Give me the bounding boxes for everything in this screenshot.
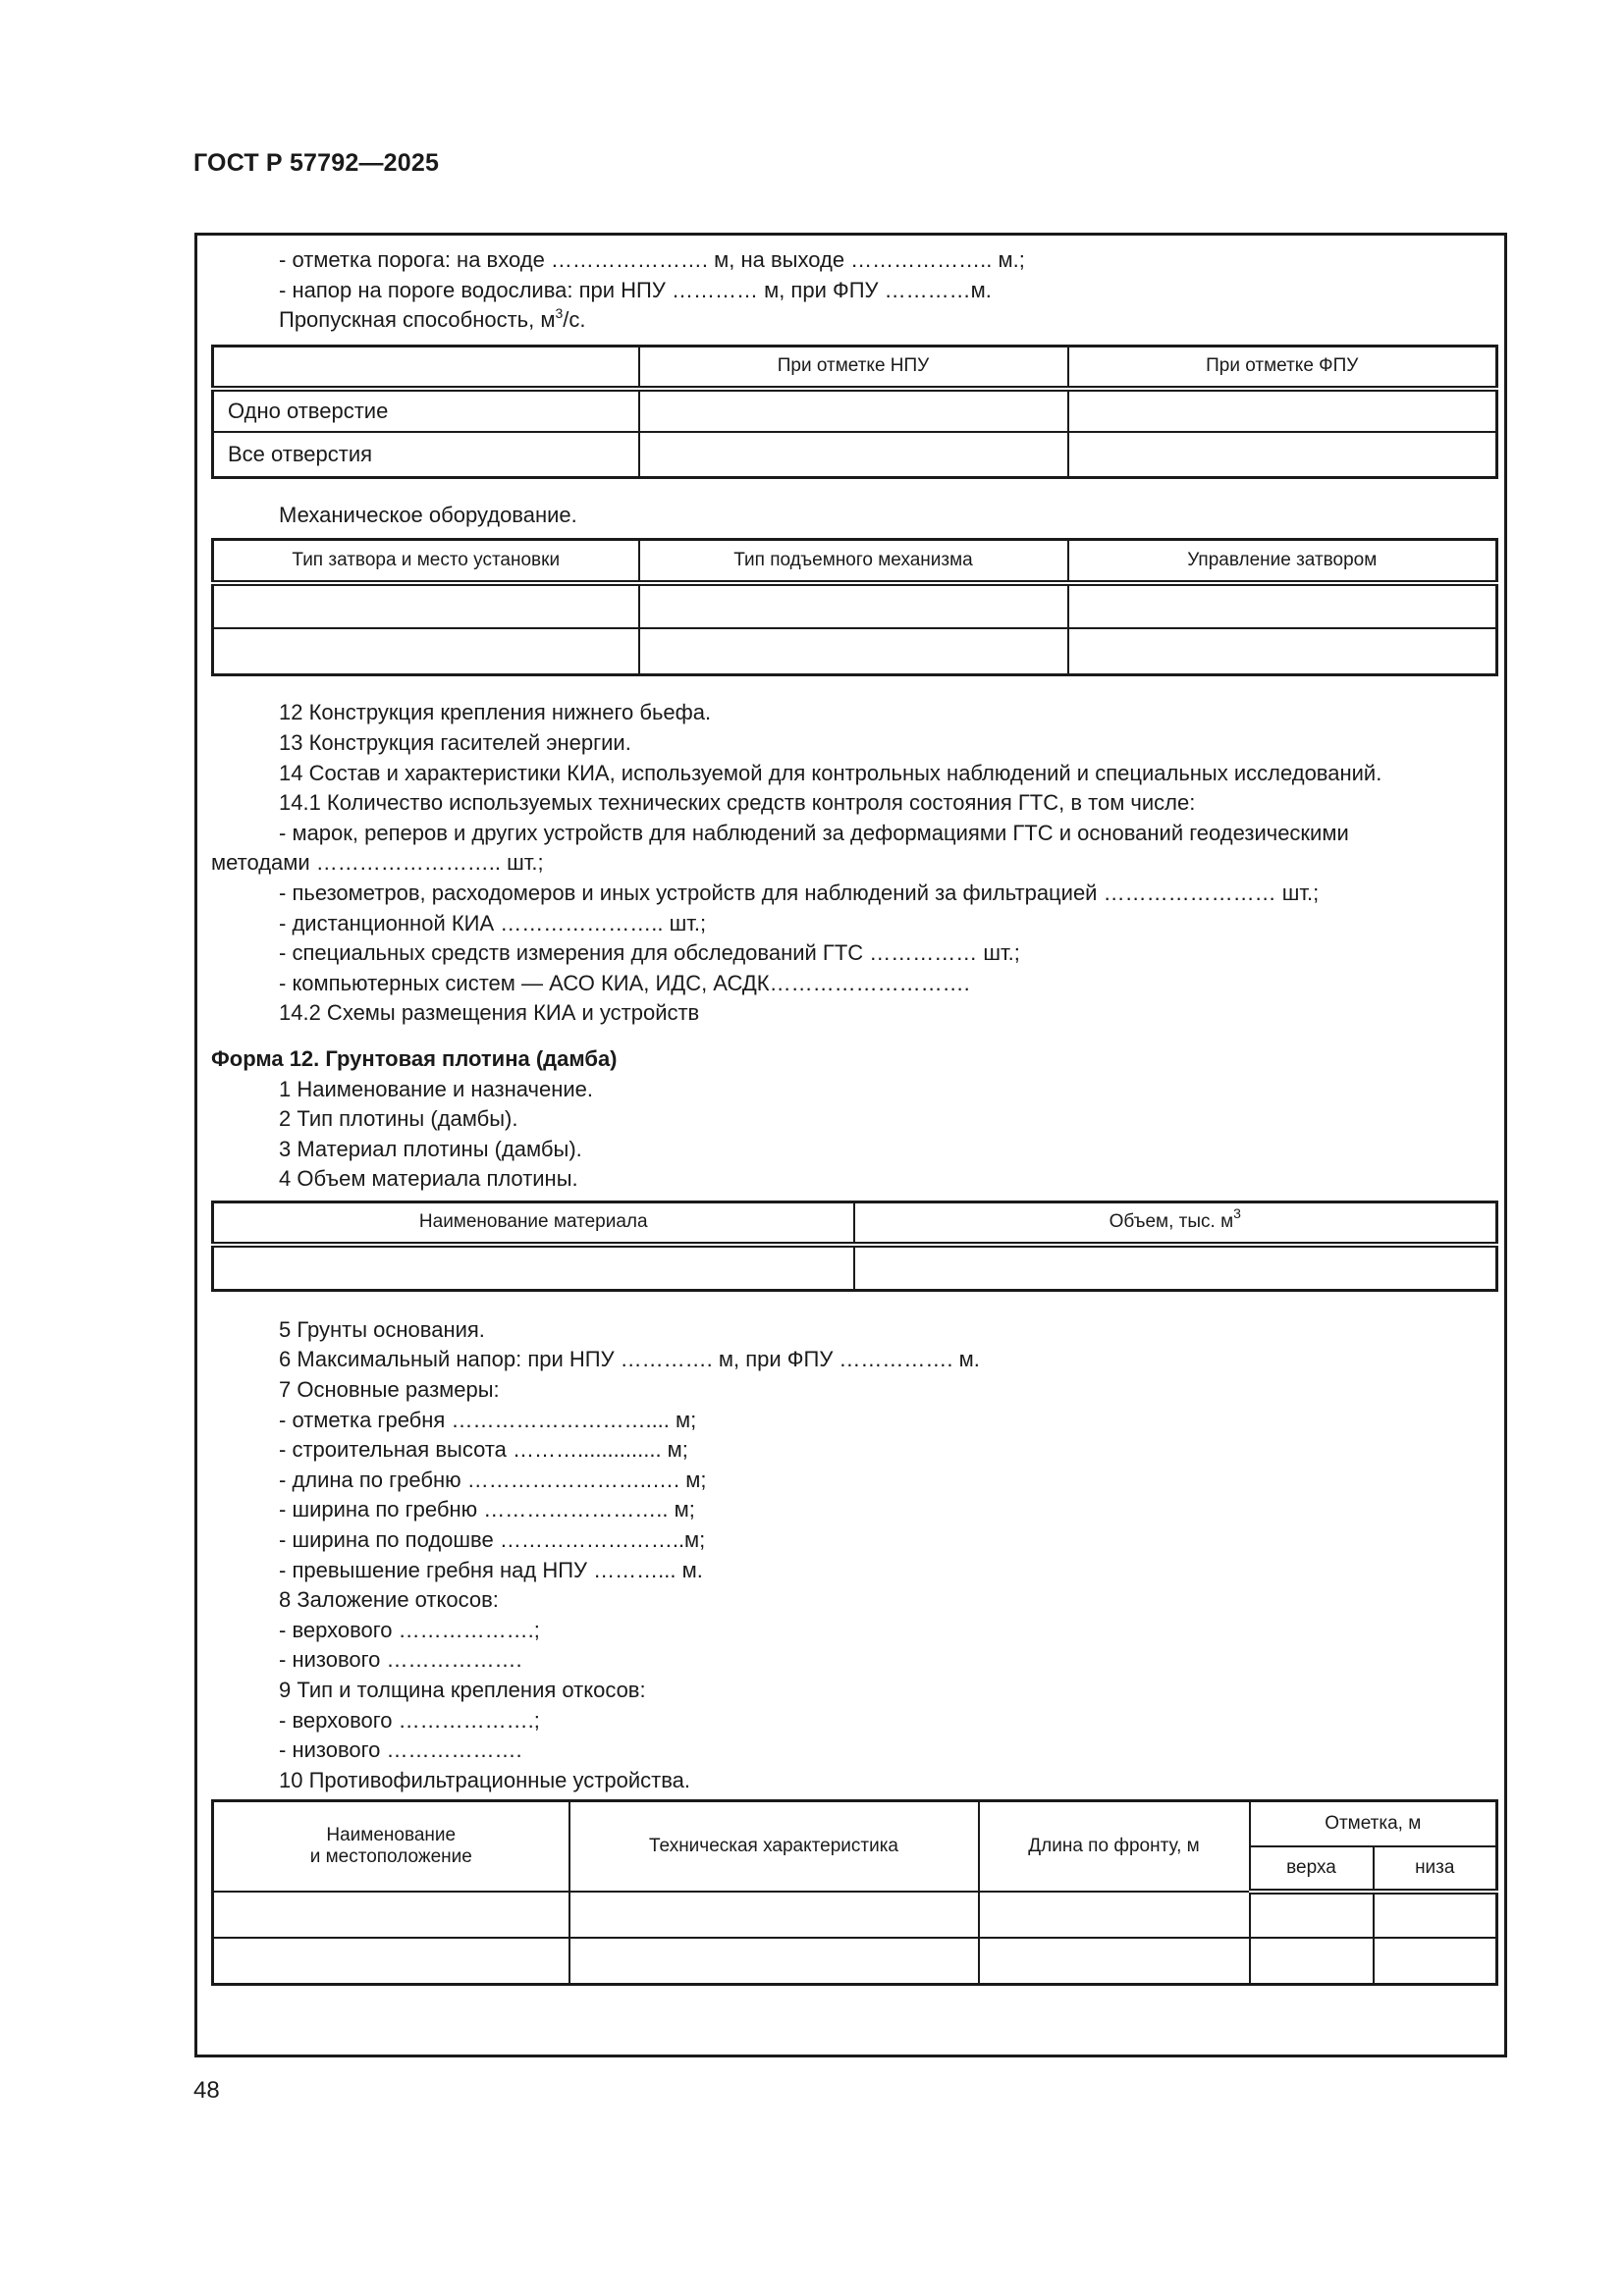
table-row xyxy=(213,389,1497,432)
list-item: 6 Максимальный напор: при НПУ …………. м, при ФПУ ……………. м. xyxy=(279,1347,980,1372)
table-cell[interactable] xyxy=(979,1892,1250,1938)
table-cell[interactable] xyxy=(639,432,1068,477)
column-header: Управление затвором xyxy=(1068,540,1497,583)
list-item: - длина по гребню ……………………..…. м; xyxy=(279,1467,707,1492)
row-label: Все отверстия xyxy=(213,432,639,477)
table-cell[interactable] xyxy=(1068,628,1497,675)
column-header: Объем, тыс. $м^3$ xyxy=(854,1201,1497,1245)
table-cell[interactable] xyxy=(213,1892,569,1938)
list-item: - низового ………………. xyxy=(279,1737,522,1763)
list-item: методами …………………….. шт.; xyxy=(211,850,544,876)
document-header: ГОСТ Р 57792—2025 xyxy=(193,149,440,177)
list-item: 9 Тип и толщина крепления откосов: xyxy=(279,1678,646,1702)
list-item: 14.1 Количество используемых технических средств контроля состояния ГТС, в том числе: xyxy=(279,790,1196,816)
table-row xyxy=(213,1892,1497,1938)
list-item: 14 Состав и характеристики КИА, используемой для контрольных наблюдений и специальных исследований. xyxy=(279,760,1382,785)
table-cell[interactable] xyxy=(213,1938,569,1985)
column-header: Наименование материала xyxy=(213,1201,854,1245)
table-cell[interactable] xyxy=(639,583,1068,628)
antifiltration-table xyxy=(211,1799,1498,1986)
column-header: Техническая характеристика xyxy=(569,1801,979,1892)
list-item: 1 Наименование и назначение. xyxy=(279,1076,593,1101)
list-item: - отметка гребня ……………………….... м; xyxy=(279,1407,697,1432)
list-item: - дистанционной КИА ………………….. шт.; xyxy=(279,910,707,935)
mechanical-table xyxy=(211,538,1498,676)
mechanical-label: Механическое оборудование. xyxy=(279,502,577,527)
table-cell[interactable] xyxy=(1068,583,1497,628)
form-frame xyxy=(194,233,1507,2057)
column-header xyxy=(213,346,639,389)
form12-title: Форма 12. Грунтовая плотина (дамба) xyxy=(211,1045,618,1071)
page-number: 48 xyxy=(193,2077,220,2104)
form-content xyxy=(211,245,1492,1986)
list-item: 12 Конструкция крепления нижнего бьефа. xyxy=(279,700,712,725)
table-cell[interactable] xyxy=(569,1938,979,1985)
table-cell[interactable] xyxy=(639,389,1068,432)
list-item: - верхового ……………….; xyxy=(279,1617,540,1642)
list-item: - превышение гребня над НПУ ………... м. xyxy=(279,1557,703,1582)
capacity-label: Пропускная способность, $м^3/с$. xyxy=(279,305,586,333)
column-header: При отметке НПУ xyxy=(639,346,1068,389)
list-item: - строительная высота ……….............. м; xyxy=(279,1437,688,1463)
table-cell[interactable] xyxy=(1374,1892,1497,1938)
table-cell[interactable] xyxy=(1374,1938,1497,1985)
table-cell[interactable] xyxy=(1068,389,1497,432)
table-cell[interactable] xyxy=(1068,432,1497,477)
list-item: - ширина по гребню …………………….. м; xyxy=(279,1497,695,1522)
table-cell[interactable] xyxy=(1250,1938,1374,1985)
table-row xyxy=(213,583,1497,628)
table-cell[interactable] xyxy=(854,1245,1497,1290)
column-header: Тип подъемного механизма xyxy=(639,540,1068,583)
list-item: 14.2 Схемы размещения КИА и устройств xyxy=(279,1000,700,1026)
volume-table xyxy=(211,1201,1498,1292)
list-item: 2 Тип плотины (дамбы). xyxy=(279,1106,518,1132)
list-item: 13 Конструкция гасителей энергии. xyxy=(279,729,631,755)
list-item: - ширина по подошве ……………………..м; xyxy=(279,1527,706,1553)
column-header-name: Наименование и местоположение xyxy=(213,1801,569,1892)
list-item: 3 Материал плотины (дамбы). xyxy=(279,1136,582,1161)
list-item: 5 Грунты основания. xyxy=(279,1316,485,1342)
capacity-table xyxy=(211,345,1498,479)
table-cell[interactable] xyxy=(1250,1892,1374,1938)
list-item: 10 Противофильтрационные устройства. xyxy=(279,1767,690,1792)
list-item: - специальных средств измерения для обследований ГТС …………… шт.; xyxy=(279,940,1020,966)
row-label: Одно отверстие xyxy=(213,389,639,432)
text-line: - отметка порога: на входе …………………. м, на выходе ……………….. м.; xyxy=(279,247,1025,272)
table-cell[interactable] xyxy=(569,1892,979,1938)
list-item: - пьезометров, расходомеров и иных устройств для наблюдений за фильтрацией …………………… шт.; xyxy=(279,880,1320,905)
column-header: Тип затвора и место установки xyxy=(213,540,639,583)
list-item: 8 Заложение откосов: xyxy=(279,1587,499,1613)
list-item: - низового ………………. xyxy=(279,1647,522,1673)
column-header: Длина по фронту, м xyxy=(979,1801,1250,1892)
column-header: низа xyxy=(1374,1846,1497,1892)
list-item: - компьютерных систем — АСО КИА, ИДС, АСДК………………………. xyxy=(279,970,970,995)
column-header: верха xyxy=(1250,1846,1374,1892)
table-cell[interactable] xyxy=(213,583,639,628)
table-cell[interactable] xyxy=(639,628,1068,675)
list-item: 4 Объем материала плотины. xyxy=(279,1166,578,1192)
list-item: 7 Основные размеры: xyxy=(279,1377,500,1403)
table-row xyxy=(213,1245,1497,1290)
table-row xyxy=(213,628,1497,675)
list-item: - марок, реперов и других устройств для наблюдений за деформациями ГТС и оснований геодезическими xyxy=(279,820,1349,845)
table-cell[interactable] xyxy=(213,1245,854,1290)
table-cell[interactable] xyxy=(979,1938,1250,1985)
table-row xyxy=(213,432,1497,477)
text-line: - напор на пороге водослива: при НПУ ………… м, при ФПУ …………м. xyxy=(279,277,992,302)
table-cell[interactable] xyxy=(213,628,639,675)
column-header: При отметке ФПУ xyxy=(1068,346,1497,389)
list-item: - верхового ……………….; xyxy=(279,1707,540,1733)
table-row xyxy=(213,1938,1497,1985)
column-header-group: Отметка, м xyxy=(1250,1801,1497,1846)
